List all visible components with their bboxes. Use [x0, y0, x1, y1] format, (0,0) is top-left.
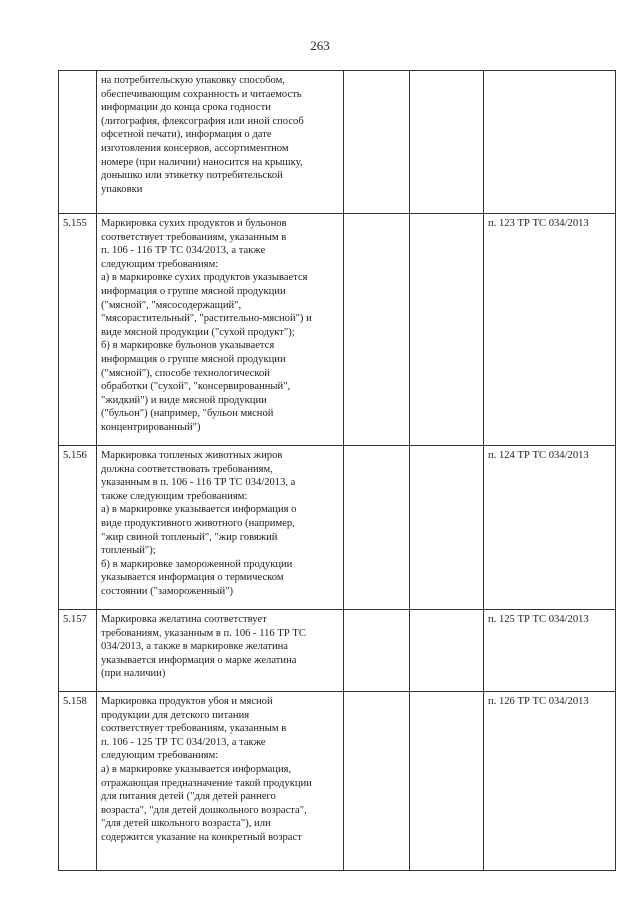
requirement-text-line: возраста", "для детей дошкольного возраста",: [101, 804, 307, 816]
requirement-text-line: (при наличии): [101, 668, 166, 680]
requirement-text-line: "для детей школьного возраста"), или: [101, 818, 271, 830]
requirement-text-line: для питания детей ("для детей раннего: [101, 791, 276, 803]
requirement-text-line: 034/2013, а также в маркировке желатина: [101, 641, 288, 653]
table-row: [59, 692, 616, 871]
table-row: [59, 214, 616, 446]
requirement-text-line: п. 106 - 125 ТР ТС 034/2013, а также: [101, 736, 266, 748]
row-number-cell: 5.157: [59, 610, 97, 692]
requirement-text-line: офсетной печати), информация о дате: [101, 129, 272, 141]
requirement-text-line: а) в маркировке указывается информация о: [101, 504, 297, 516]
empty-cell: [344, 692, 410, 871]
page-number: 263: [310, 38, 330, 53]
requirement-text-cell: [97, 446, 344, 610]
requirement-text-line: "мясорастительный", "растительно-мясной") и: [101, 313, 312, 325]
empty-cell: [410, 71, 484, 214]
requirement-text-line: Маркировка топленых животных жиров: [101, 450, 283, 461]
requirement-text-line: концентрированный"): [101, 421, 201, 433]
requirement-text-line: Маркировка продуктов убоя и мясной: [101, 696, 273, 707]
requirement-text-line: информация о группе мясной продукции: [101, 353, 286, 365]
empty-cell: [410, 214, 484, 446]
requirement-text-line: "жир свиной топленый", "жир говяжий: [101, 531, 278, 543]
requirement-text-line: донышко или этикетку потребительской: [101, 170, 283, 182]
requirement-text-line: виде мясной продукции ("сухой продукт");: [101, 326, 295, 338]
requirement-text-line: ("бульон") (например, "бульон мясной: [101, 408, 274, 420]
requirement-text-line: обеспечивающим сохранность и читаемость: [101, 88, 302, 100]
requirement-text-line: следующим требованиям:: [101, 258, 219, 270]
row-number-cell: 5.156: [59, 446, 97, 610]
requirement-text-cell: [97, 692, 344, 871]
reference-cell: п. 124 ТР ТС 034/2013: [484, 446, 616, 610]
requirement-text-line: б) в маркировке бульонов указывается: [101, 340, 275, 352]
requirement-text-line: указывается информация о марке желатина: [101, 654, 297, 666]
empty-cell: [344, 446, 410, 610]
requirement-text-line: а) в маркировке сухих продуктов указывается: [101, 272, 308, 284]
empty-cell: [344, 214, 410, 446]
table-row: [59, 71, 616, 214]
reference-cell: п. 126 ТР ТС 034/2013: [484, 692, 616, 871]
requirement-text-line: также следующим требованиям:: [101, 490, 248, 502]
requirement-text-line: должна соответствовать требованиям,: [101, 463, 273, 475]
requirement-text-line: номере (при наличии) наносится на крышку,: [101, 156, 303, 168]
requirement-text-line: соответствует требованиям, указанным в: [101, 231, 287, 243]
requirement-text-line: следующим требованиям:: [101, 750, 219, 762]
requirement-text-line: а) в маркировке указывается информация,: [101, 763, 292, 775]
requirement-text-cell: [97, 71, 344, 214]
requirement-text-line: ("мясной", "мясосодержащий",: [101, 299, 242, 311]
requirement-text-line: обработки ("сухой", "консервированный",: [101, 381, 291, 393]
requirement-text-line: содержится указание на конкретный возраст: [101, 831, 302, 843]
requirement-text-line: на потребительскую упаковку способом,: [101, 75, 285, 86]
requirement-text-line: указанным в п. 106 - 116 ТР ТС 034/2013, а: [101, 477, 296, 489]
requirement-text-line: (литография, флексография или иной способ: [101, 115, 304, 127]
requirement-text-line: виде продуктивного животного (например,: [101, 517, 295, 529]
requirements-table: [58, 70, 616, 871]
requirement-text-line: отражающая предназначение такой продукции: [101, 777, 312, 789]
requirement-text-line: продукции для детского питания: [101, 709, 250, 721]
requirement-text-line: требованиям, указанным в п. 106 - 116 ТР ТС: [101, 627, 306, 639]
requirement-text-line: упаковки: [101, 183, 143, 195]
requirement-text-line: информации до конца срока годности: [101, 102, 271, 114]
requirement-text-line: п. 106 - 116 ТР ТС 034/2013, а также: [101, 245, 266, 257]
requirement-text-cell: [97, 214, 344, 446]
requirements-table-body: [59, 71, 616, 871]
requirement-text-line: указывается информация о термическом: [101, 572, 284, 584]
requirement-text-line: Маркировка сухих продуктов и бульонов: [101, 218, 287, 229]
empty-cell: [410, 446, 484, 610]
reference-cell: п. 125 ТР ТС 034/2013: [484, 610, 616, 692]
empty-cell: [344, 71, 410, 214]
empty-cell: [410, 692, 484, 871]
table-row: [59, 610, 616, 692]
requirement-text-line: состоянии ("замороженный"): [101, 585, 234, 597]
requirement-text-line: соответствует требованиям, указанным в: [101, 723, 287, 735]
row-number-cell: 5.158: [59, 692, 97, 871]
requirement-text-line: изготовления консервов, ассортиментном: [101, 142, 289, 154]
requirement-text-line: "жидкий") и виде мясной продукции: [101, 394, 267, 406]
requirement-text-line: Маркировка желатина соответствует: [101, 614, 267, 625]
requirement-text-line: топленый");: [101, 545, 156, 557]
row-number-cell: 5.155: [59, 214, 97, 446]
reference-cell: п. 123 ТР ТС 034/2013: [484, 214, 616, 446]
requirement-text-line: информация о группе мясной продукции: [101, 285, 286, 297]
row-number-cell: [59, 71, 97, 214]
requirement-text-cell: [97, 610, 344, 692]
reference-cell: [484, 71, 616, 214]
empty-cell: [410, 610, 484, 692]
empty-cell: [344, 610, 410, 692]
table-row: [59, 446, 616, 610]
requirement-text-line: ("мясной"), способе технологической: [101, 367, 270, 379]
requirement-text-line: б) в маркировке замороженной продукции: [101, 558, 293, 570]
